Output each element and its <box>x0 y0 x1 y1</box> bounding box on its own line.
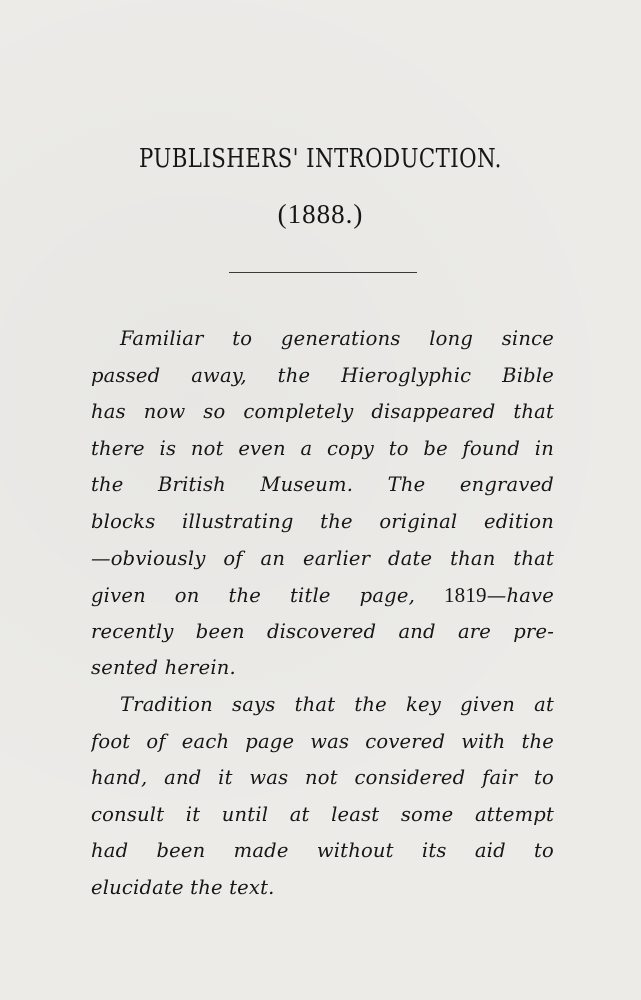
text-segment: given on the title page, <box>91 584 444 608</box>
text-line: hand, and it was not considered fair to <box>91 766 554 790</box>
text-line: sented herein. <box>91 656 236 680</box>
paragraph-2 <box>91 687 554 907</box>
year-number: 1819 <box>443 583 487 608</box>
text-line: —obviously of an earlier date than that <box>91 546 554 570</box>
text-line: elucidate the text. <box>91 875 275 899</box>
text-line: foot of each page was covered with the <box>91 729 554 753</box>
text-line: the British Museum. The engraved <box>91 473 554 497</box>
paragraph-1 <box>91 321 554 687</box>
text-line: has now so completely disappeared that <box>91 400 554 424</box>
title-divider <box>229 272 417 273</box>
introduction-text <box>91 321 554 907</box>
text-line: consult it until at least some attempt <box>91 802 554 826</box>
page-title: PUBLISHERS' INTRODUCTION. <box>138 144 502 174</box>
text-line: there is not even a copy to be found in <box>91 436 554 460</box>
text-line: blocks illustrating the original edition <box>91 509 554 533</box>
page-year: (1888.) <box>277 199 364 229</box>
text-line <box>91 577 554 614</box>
text-segment: —have <box>486 584 554 608</box>
text-line: recently been discovered and are pre- <box>91 619 554 643</box>
text-line: had been made without its aid to <box>91 839 554 863</box>
text-line: passed away, the Hieroglyphic Bible <box>91 363 554 387</box>
text-line: Tradition says that the key given at <box>120 692 554 716</box>
text-line: Familiar to generations long since <box>120 327 554 350</box>
